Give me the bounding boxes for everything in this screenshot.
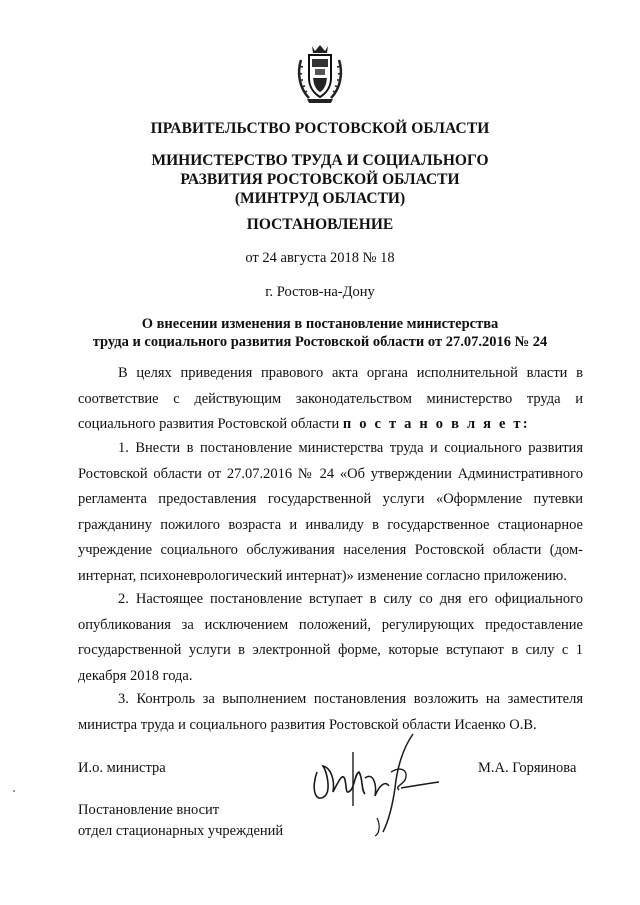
subject-line: О внесении изменения в постановление министерства bbox=[141, 316, 499, 332]
paragraph-text: 1. Внести в постановление министерства труда и социального развития Ростовской области от 27.07.2016 № 24 «Об утверждении Административного регламента предоставления государственной услуги «Оформление путевки гражданину пожилого возраста и инвалиду в государственное стационарное учреждение социального обслуживания населения Ростовской области (дом-интернат, психоневрологический интернат)» изменение согласно приложению. bbox=[78, 440, 583, 584]
government-title: ПРАВИТЕЛЬСТВО РОСТОВСКОЙ ОБЛАСТИ bbox=[150, 120, 490, 137]
footer-line: Постановление вносит bbox=[78, 802, 220, 818]
footer-line: отдел стационарных учреждений bbox=[78, 823, 284, 839]
coat-of-arms-emblem bbox=[295, 42, 345, 104]
handwritten-signature bbox=[305, 728, 445, 840]
document-type: ПОСТАНОВЛЕНИЕ bbox=[246, 216, 394, 233]
intro-text: В целях приведения правового акта органа исполнительной власти в соответствие с действующим законодательством министерство труда и социального развития Ростовской области bbox=[78, 365, 583, 433]
ministry-title-line: (МИНТРУД ОБЛАСТИ) bbox=[234, 190, 406, 207]
document-subject bbox=[70, 315, 570, 351]
ministry-title bbox=[70, 151, 570, 208]
date-number: от 24 августа 2018 № 18 bbox=[245, 250, 395, 266]
paragraph-2 bbox=[78, 587, 583, 689]
subject-line: труда и социального развития Ростовской области от 27.07.2016 № 24 bbox=[92, 334, 548, 350]
paragraph-text: 3. Контроль за выполнением постановления возложить на заместителя министра труда и социального развития Ростовской области Исаенко О.В. bbox=[78, 691, 583, 733]
decree-word: п о с т а н о в л я е т: bbox=[342, 416, 530, 433]
scan-speck bbox=[13, 790, 15, 792]
ministry-title-line: МИНИСТЕРСТВО ТРУДА И СОЦИАЛЬНОГО bbox=[151, 152, 489, 169]
ministry-title-line: РАЗВИТИЯ РОСТОВСКОЙ ОБЛАСТИ bbox=[180, 171, 460, 188]
signatory-title: И.о. министра bbox=[78, 760, 166, 776]
footer-note bbox=[78, 800, 283, 842]
signatory-name: М.А. Горяинова bbox=[478, 760, 577, 776]
paragraph-text: 2. Настоящее постановление вступает в силу со дня его официального опубликования за исключением положений, регулирующих предоставление государственной услуги в электронной форме, которые вступают в силу с 1 декабря 2018 года. bbox=[78, 591, 583, 684]
paragraph-1 bbox=[78, 436, 583, 590]
city: г. Ростов-на-Дону bbox=[265, 284, 375, 300]
intro-paragraph bbox=[78, 361, 583, 438]
